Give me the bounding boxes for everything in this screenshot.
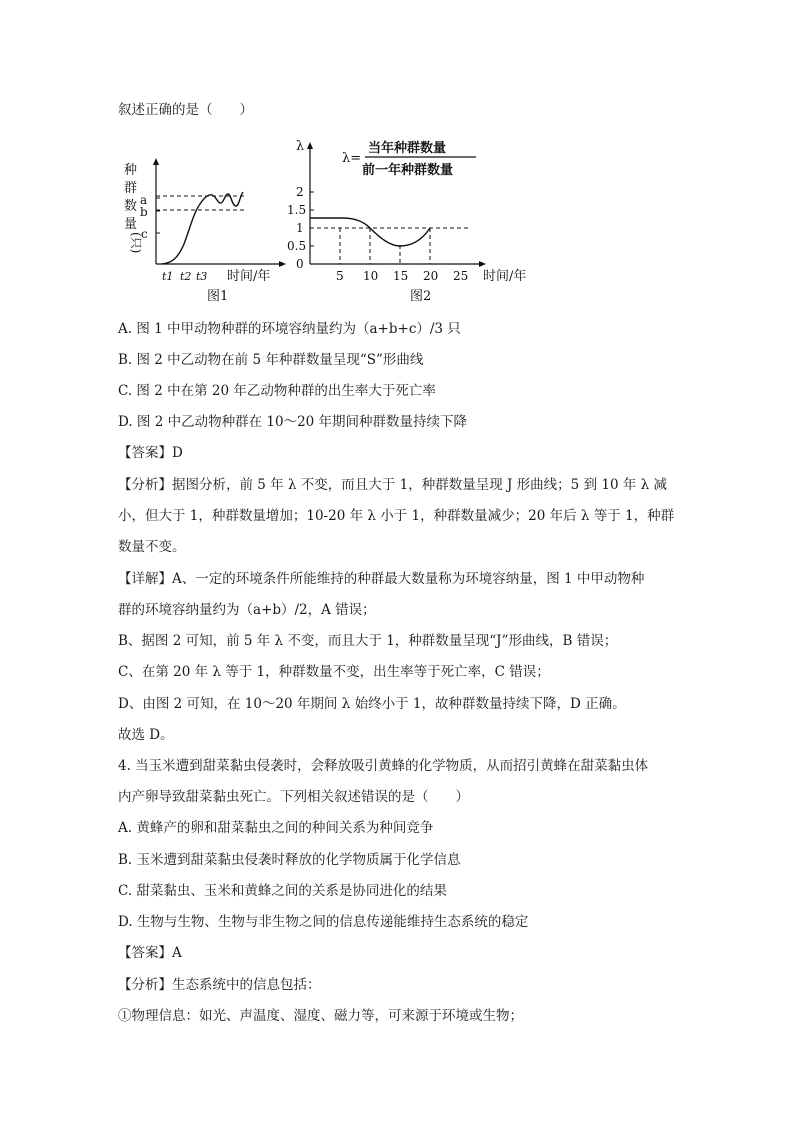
- q4-option-b: B. 玉米遭到甜菜黏虫侵袭时释放的化学物质属于化学信息: [118, 852, 461, 868]
- fig2-ytick: 1: [296, 221, 304, 235]
- explanation-line-4: C、在第 20 年 λ 等于 1，种群数量不变，出生率等于死亡率，C 错误；: [118, 664, 550, 680]
- analysis-line-1: 【分析】据图分析，前 5 年 λ 不变，而且大于 1，种群数量呈现 J 形曲线；5 到 10 年 λ 减: [118, 477, 667, 493]
- fig2-xtick: 5: [336, 269, 344, 283]
- q4-answer: 【答案】A: [118, 945, 182, 961]
- figure-1: [124, 158, 286, 304]
- fig2-xtick: 25: [453, 269, 469, 283]
- fig2-ytick: 0.5: [287, 239, 307, 253]
- figure-1-and-2: [110, 132, 560, 307]
- figure-2: [287, 139, 526, 304]
- fig1-ylabel-unit: (只): [129, 232, 143, 254]
- q4-option-d: D. 生物与生物、生物与非生物之间的信息传递能维持生态系统的稳定: [118, 914, 529, 930]
- fig1-ytick-b: b: [140, 205, 148, 219]
- option-a: A. 图 1 中甲动物种群的环境容纳量约为（a+b+c）/3 只: [118, 321, 461, 337]
- fig1-ylabel-char: 量: [124, 217, 138, 232]
- explanation-line-5: D、由图 2 可知，在 10～20 年期间 λ 始终小于 1，故种群数量持续下降，D 正确。: [118, 696, 626, 712]
- fig2-xlabel: 时间/年: [483, 269, 527, 284]
- fig2-caption: 图2: [410, 289, 432, 304]
- fig2-xtick: 10: [363, 269, 379, 283]
- q4-option-c: C. 甜菜黏虫、玉米和黄蜂之间的关系是协同进化的结果: [118, 883, 447, 899]
- fig2-y-arrow: [307, 142, 313, 149]
- fig1-ylabel-char: 群: [124, 181, 138, 196]
- question-stem-tail: 叙述正确的是（ ）: [118, 102, 253, 118]
- analysis-line-2: 小，但大于 1，种群数量增加；10-20 年 λ 小于 1，种群数量减少；20 年后 λ 等于 1，种群: [118, 508, 675, 524]
- fig1-caption: 图1: [207, 289, 229, 304]
- option-d: D. 图 2 中乙动物种群在 10～20 年期间种群数量持续下降: [118, 414, 468, 430]
- option-c: C. 图 2 中在第 20 年乙动物种群的出生率大于死亡率: [118, 383, 436, 399]
- fig2-ytick: 0: [296, 257, 304, 271]
- explanation-line-1: 【详解】A、一定的环境条件所能维持的种群最大数量称为环境容纳量，图 1 中甲动物种: [118, 571, 645, 587]
- fig1-xtick-t1: t1: [162, 270, 174, 283]
- fig1-xlabel: 时间/年: [227, 269, 271, 284]
- fig2-formula-numerator: 当年种群数量: [368, 141, 447, 156]
- fig2-ytick: 2: [296, 185, 304, 199]
- fig1-ytick-a: a: [140, 193, 148, 207]
- fig1-ytick-c: c: [141, 227, 148, 241]
- choose-d: 故选 D。: [118, 727, 174, 743]
- fig1-y-arrow: [153, 158, 159, 165]
- fig2-xtick: 20: [423, 269, 439, 283]
- fig2-ylabel: λ: [296, 139, 305, 154]
- fig1-x-arrow: [279, 261, 286, 267]
- q4-option-a: A. 黄蜂产的卵和甜菜黏虫之间的种间关系为种间竞争: [118, 820, 434, 836]
- fig2-formula-denominator: 前一年种群数量: [362, 163, 454, 178]
- fig2-ytick: 1.5: [287, 203, 307, 217]
- option-b: B. 图 2 中乙动物在前 5 年种群数量呈现“S”形曲线: [118, 352, 424, 368]
- fig1-xtick-t2: t2: [180, 270, 192, 283]
- explanation-line-2: 群的环境容纳量约为（a+b）/2，A 错误；: [118, 602, 376, 618]
- fig2-x-arrow: [479, 261, 486, 267]
- fig1-ylabel-char: 数: [124, 199, 138, 214]
- answer: 【答案】D: [118, 445, 183, 461]
- fig1-population-curve: [162, 192, 243, 264]
- q4-analysis-line-2: ①物理信息：如光、声温度、湿度、磁力等，可来源于环境或生物；: [118, 1008, 523, 1024]
- question-4-line-1: 4. 当玉米遭到甜菜黏虫侵袭时，会释放吸引黄蜂的化学物质，从而招引黄蜂在甜菜黏虫体: [118, 758, 649, 774]
- analysis-line-3: 数量不变。: [118, 539, 186, 555]
- fig1-ylabel-char: 种: [124, 163, 138, 178]
- q4-analysis-line-1: 【分析】生态系统中的信息包括：: [118, 977, 321, 993]
- explanation-line-3: B、据图 2 可知，前 5 年 λ 不变，而且大于 1，种群数量呈现“J”形曲线，B 错误；: [118, 633, 618, 649]
- fig2-formula-prefix: λ=: [342, 151, 362, 166]
- fig1-xtick-t3: t3: [196, 270, 208, 283]
- fig2-xtick: 15: [393, 269, 409, 283]
- question-4-line-2: 内产卵导致甜菜黏虫死亡。下列相关叙述错误的是（ ）: [118, 789, 469, 805]
